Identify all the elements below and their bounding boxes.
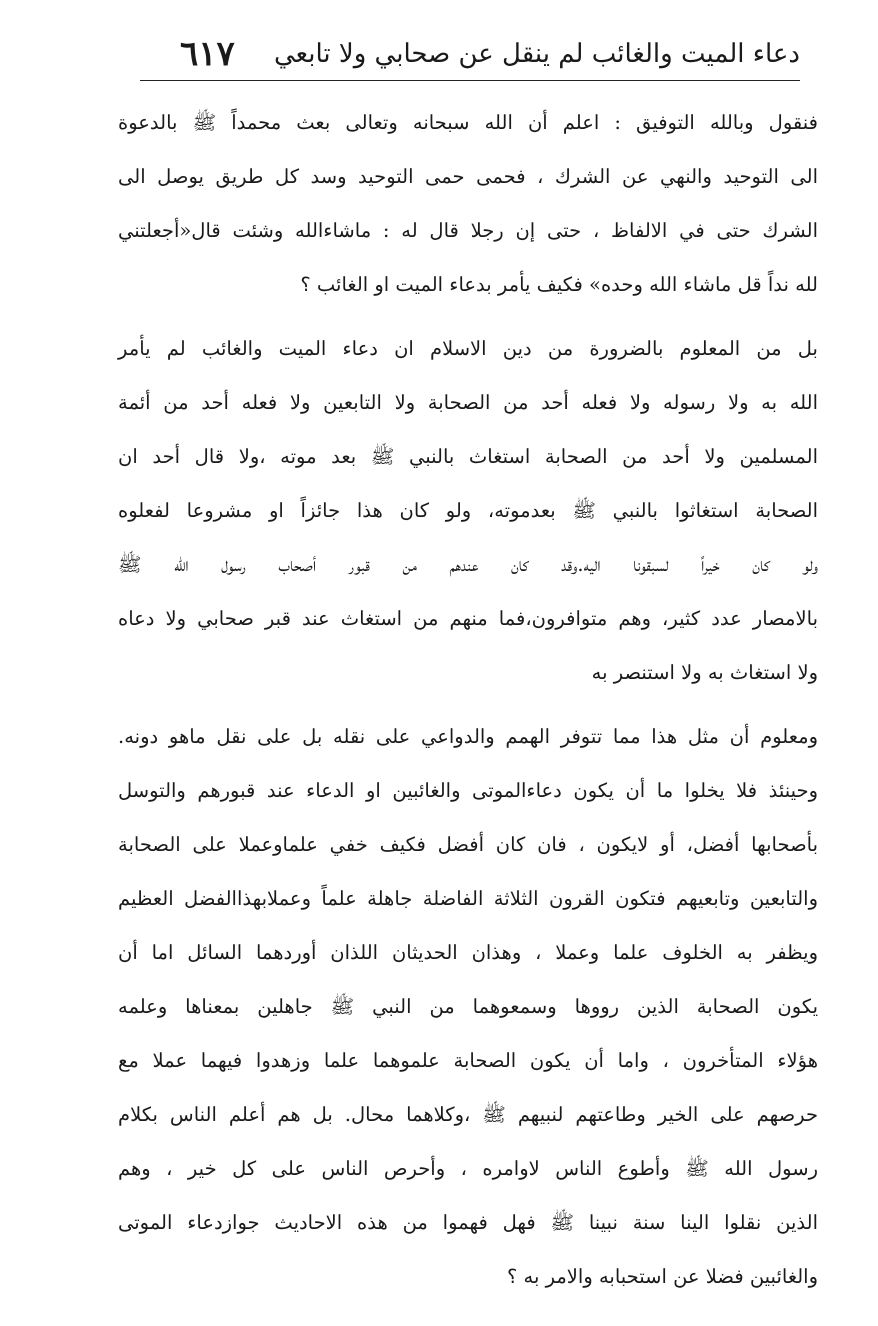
- running-head: دعاء الميت والغائب لم ينقل عن صحابي ولا تابعي: [274, 39, 800, 69]
- page-header: [140, 32, 800, 84]
- text-line: والغائبين فضلا عن استحبابه والامر به ؟: [506, 1265, 818, 1288]
- text-line: وحينئذ فلا يخلوا ما أن يكون دعاءالموتى والغائبين او الدعاء عند قبورهم والتوسل: [118, 779, 818, 802]
- text-line: يكون الصحابة الذين رووها وسمعوهما من النبي ﷺ جاهلين بمعناها وعلمه: [118, 995, 818, 1018]
- body-text: [118, 96, 818, 1304]
- paragraph-3: [118, 710, 818, 1304]
- text-line: لله نداً قل ماشاء الله وحده» فكيف يأمر بدعاء الميت او الغائب ؟: [300, 273, 818, 296]
- text-line: بالامصار عدد كثير، وهم متوافرون،فما منهم من استغاث عند قبر صحابي ولا دعاه: [118, 607, 818, 630]
- paragraph-2: [118, 322, 818, 700]
- page-number: ٦١٧: [180, 34, 235, 74]
- text-line: حرصهم على الخير وطاعتهم لنبيهم ﷺ ،وكلاهما محال. بل هم أعلم الناس بكلام: [118, 1103, 818, 1126]
- text-line: المسلمين ولا أحد من الصحابة استغاث بالنبي ﷺ بعد موته ،ولا قال أحد ان: [118, 445, 818, 468]
- text-line: هؤلاء المتأخرون ، واما أن يكون الصحابة علموهما علما وزهدوا فيهما عملا مع: [118, 1049, 818, 1072]
- text-line: الذين نقلوا الينا سنة نبينا ﷺ فهل فهموا من هذه الاحاديث جوازدعاء الموتى: [118, 1211, 818, 1234]
- text-line: ولا استغاث به ولا استنصر به: [591, 661, 818, 684]
- text-line: رسول الله ﷺ وأطوع الناس لاوامره ، وأحرص الناس على كل خير ، وهم: [118, 1157, 818, 1180]
- text-line: فنقول وبالله التوفيق : اعلم أن الله سبحانه وتعالى بعث محمداً ﷺ بالدعوة: [118, 111, 818, 134]
- text-line: الصحابة استغاثوا بالنبي ﷺ بعدموته، ولو كان هذا جائزاً او مشروعا لفعلوه: [118, 499, 818, 522]
- text-line: ومعلوم أن مثل هذا مما تتوفر الهمم والدواعي على نقله بل على نقل ماهو دونه.: [118, 725, 818, 748]
- text-line: ويظفر به الخلوف علما وعملا ، وهذان الحديثان اللذان أوردهما السائل اما أن: [118, 941, 818, 964]
- paragraph-gap: [118, 700, 818, 710]
- text-line: ولو كان خيراً لسبقونا اليه.وقد كان عندهم من قبور أصحاب رسول الله ﷺ: [118, 553, 818, 576]
- header-rule: [140, 80, 800, 81]
- text-line: الله به ولا رسوله ولا فعله أحد من الصحابة ولا التابعين ولا فعله أحد من أئمة: [118, 391, 818, 414]
- text-line: بأصحابها أفضل، أو لايكون ، فان كان أفضل فكيف خفي علماوعملا على الصحابة: [118, 833, 818, 856]
- paragraph-1: [118, 96, 818, 312]
- text-line: بل من المعلوم بالضرورة من دين الاسلام ان دعاء الميت والغائب لم يأمر: [118, 337, 818, 360]
- text-line: الى التوحيد والنهي عن الشرك ، فحمى حمى التوحيد وسد كل طريق يوصل الى: [118, 165, 818, 188]
- text-line: والتابعين وتابعيهم فتكون القرون الثلاثة الفاضلة جاهلة علماً وعملابهذاالفضل العظيم: [118, 887, 818, 910]
- paragraph-gap: [118, 312, 818, 322]
- text-line: الشرك حتى في الالفاظ ، حتى إن رجلا قال له : ماشاءالله وشئت قال«أجعلتني: [118, 219, 818, 242]
